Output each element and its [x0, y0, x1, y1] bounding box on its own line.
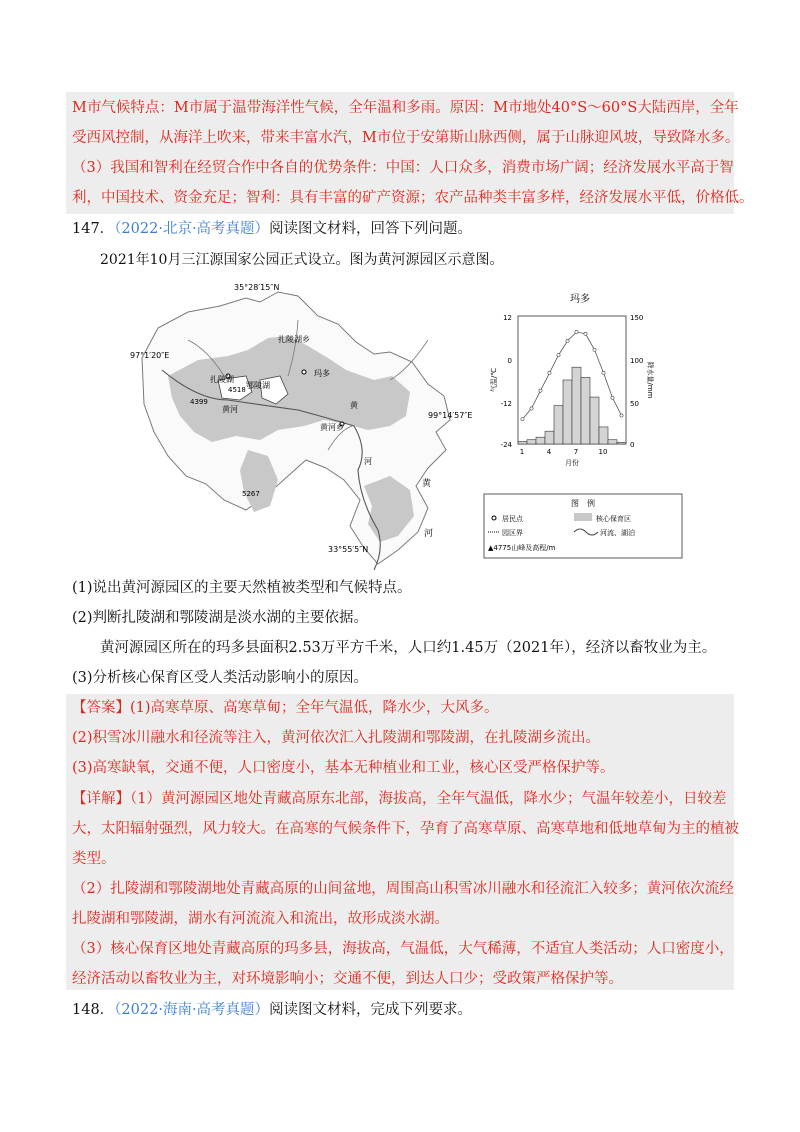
detail-line6: （3）核心保育区地处青藏高原的玛多县，海拔高，气温低，大气稀薄，不适宜人类活动；人口密度小， [72, 941, 734, 957]
right-tick: 50 [630, 400, 639, 408]
question-number: 147． [72, 221, 115, 237]
temperature-point [584, 332, 587, 335]
left-tick: 12 [503, 314, 512, 322]
precipitation-bars [518, 367, 626, 444]
temperature-point [611, 396, 614, 399]
question-prompt: 阅读图文材料，完成下列要求。 [269, 1002, 473, 1018]
x-label: 月份 [565, 459, 579, 467]
temperature-point [521, 418, 524, 421]
place-yellow-river: 黄河 [222, 405, 238, 414]
temperature-point [557, 354, 560, 357]
question-source-link[interactable]: （2022·海南·高考真题） [114, 1002, 270, 1018]
x-tick: 1 [519, 448, 525, 456]
legend-title: 图 例 [571, 499, 595, 508]
question-2: (2)判断扎陵湖和鄂陵湖是淡水湖的主要依据。 [72, 610, 369, 626]
precipitation-bar [563, 380, 572, 444]
precipitation-bar [572, 367, 581, 444]
place-zaling-lake: 扎陵湖 [210, 375, 234, 384]
coord-bottom: 33°55′5″N [328, 545, 369, 554]
right-tick: 150 [630, 314, 644, 322]
precipitation-bar [617, 442, 626, 444]
temperature-point [539, 389, 542, 392]
place-zalinghu-township: 扎陵湖乡 [278, 335, 310, 344]
temperature-point [530, 407, 533, 410]
detail-label: 【详解】 [72, 791, 130, 807]
detail-line4: （2）扎陵湖和鄂陵湖地处青藏高原的山间盆地，周围高山积雪冰川融水和径流汇入较多；黄河依次流经 [72, 881, 734, 897]
question-148-header [72, 1000, 472, 1020]
legend-rivers-lakes: 河流、湖泊 [600, 529, 635, 537]
place-he-2: 河 [424, 529, 434, 539]
answer-label: 【答案】 [72, 700, 130, 716]
legend-peak: ▲4775山峰及高程/m [488, 544, 556, 552]
map-yellow-river-park [130, 283, 472, 570]
temperature-point [566, 339, 569, 342]
question-147-header [72, 219, 472, 239]
prev-answer-line2: 受西风控制，从海洋上吹来，带来丰富水汽，M市位于安第斯山脉西侧，属于山脉迎风坡，导致降水多。 [72, 130, 740, 146]
precipitation-bar [554, 406, 563, 444]
y-right-label: 降水量/mm [646, 361, 654, 399]
detail-line1: 【详解】（1）黄河源园区地处青藏高原东北部，海拔高，全年气温低，降水少；气温年较差小，日较差 [72, 791, 727, 807]
temperature-point [575, 330, 578, 333]
question-number: 148． [72, 1002, 115, 1018]
peak-4518: 4518 [228, 386, 246, 394]
x-tick: 4 [546, 448, 552, 456]
coord-left: 97°1′20″E [130, 351, 170, 360]
question-intro: 2021年10月三江源国家公园正式设立。图为黄河源园区示意图。 [100, 252, 504, 268]
left-tick: -12 [500, 400, 512, 408]
detail-line3: 类型。 [72, 851, 116, 867]
precipitation-bar [536, 437, 545, 444]
legend-settlement: 居民点 [502, 515, 523, 523]
answer-line3: (3)高寒缺氧，交通不便，人口密度小，基本无种植业和工业，核心区受严格保护等。 [72, 760, 615, 776]
x-tick: 7 [573, 448, 579, 456]
climate-chart-maduo [489, 293, 655, 467]
peak-4399: 4399 [190, 398, 208, 406]
detail-line5: 扎陵湖和鄂陵湖，湖水有河流流入和流出，故形成淡水湖。 [72, 911, 449, 927]
question-3: (3)分析核心保育区受人类活动影响小的原因。 [72, 670, 369, 686]
chart-title: 玛多 [570, 294, 590, 305]
detail-line2: 大，太阳辐射强烈，风力较大。在高寒的气候条件下，孕育了高寒草原、高寒草地和低地草甸为主的植被 [72, 821, 739, 837]
coord-right: 99°14′57″E [428, 411, 473, 420]
place-huanghe-township: 黄河乡 [320, 423, 344, 432]
right-tick: 100 [630, 357, 644, 365]
answer-line1: 【答案】(1)高寒草原、高寒草甸；全年气温低，降水少，大风多。 [72, 700, 499, 716]
material-2: 黄河源园区所在的玛多县面积2.53万平方千米，人口约1.45万（2021年），经济以畜牧业为主。 [100, 640, 717, 656]
map-legend [484, 494, 682, 558]
figure-yellow-river-source [128, 280, 688, 570]
temperature-point [593, 348, 596, 351]
precipitation-bar [518, 441, 527, 444]
coord-top: 35°28′15″N [234, 283, 280, 292]
prev-answer-line4: 利，中国技术、资金充足；智利：具有丰富的矿产资源；农产品种类丰富多样，经济发展水平低，价格低。 [72, 190, 754, 206]
temperature-point [620, 414, 623, 417]
x-tick: 10 [598, 448, 608, 456]
place-huang-2: 黄 [422, 479, 432, 489]
answer-line2: (2)积雪冰川融水和径流等注入，黄河依次汇入扎陵湖和鄂陵湖，在扎陵湖乡流出。 [72, 730, 601, 746]
detail-line7: 经济活动以畜牧业为主，对环境影响小；交通不便，到达人口少；受政策严格保护等。 [72, 971, 623, 987]
legend-park-boundary: 园区界 [502, 529, 523, 537]
place-huang-1: 黄 [350, 401, 358, 410]
temperature-point [602, 371, 605, 374]
settlement-marker [302, 370, 306, 374]
left-tick: 0 [507, 357, 512, 365]
question-prompt: 阅读图文材料，回答下列问题。 [269, 221, 473, 237]
legend-core-area: 核心保育区 [596, 515, 631, 523]
precipitation-bar [581, 377, 590, 444]
place-he-1: 河 [364, 457, 372, 466]
place-maduo: 玛多 [314, 369, 330, 378]
peak-5267: 5267 [242, 490, 260, 498]
temperature-point [548, 371, 551, 374]
question-source-link[interactable]: （2022·北京·高考真题） [114, 221, 270, 237]
y-left-label: 气温/℃ [490, 367, 498, 393]
prev-answer-line3: （3）我国和智利在经贸合作中各自的优势条件：中国：人口众多，消费市场广阔；经济发展水平高于智 [72, 160, 734, 176]
precipitation-bar [590, 397, 599, 444]
precipitation-bar [599, 427, 608, 444]
precipitation-bar [608, 440, 617, 444]
left-tick: -24 [500, 441, 512, 449]
place-eling-lake: 鄂陵湖 [246, 381, 270, 390]
question-1: (1)说出黄河源园区的主要天然植被类型和气候特点。 [72, 580, 412, 596]
prev-answer-line1: M市气候特点：M市属于温带海洋性气候，全年温和多雨。原因：M市地处40°S～60°S大陆西岸，全年 [72, 100, 739, 116]
precipitation-bar [527, 440, 536, 444]
precipitation-bar [545, 431, 554, 444]
right-tick: 0 [630, 441, 635, 449]
